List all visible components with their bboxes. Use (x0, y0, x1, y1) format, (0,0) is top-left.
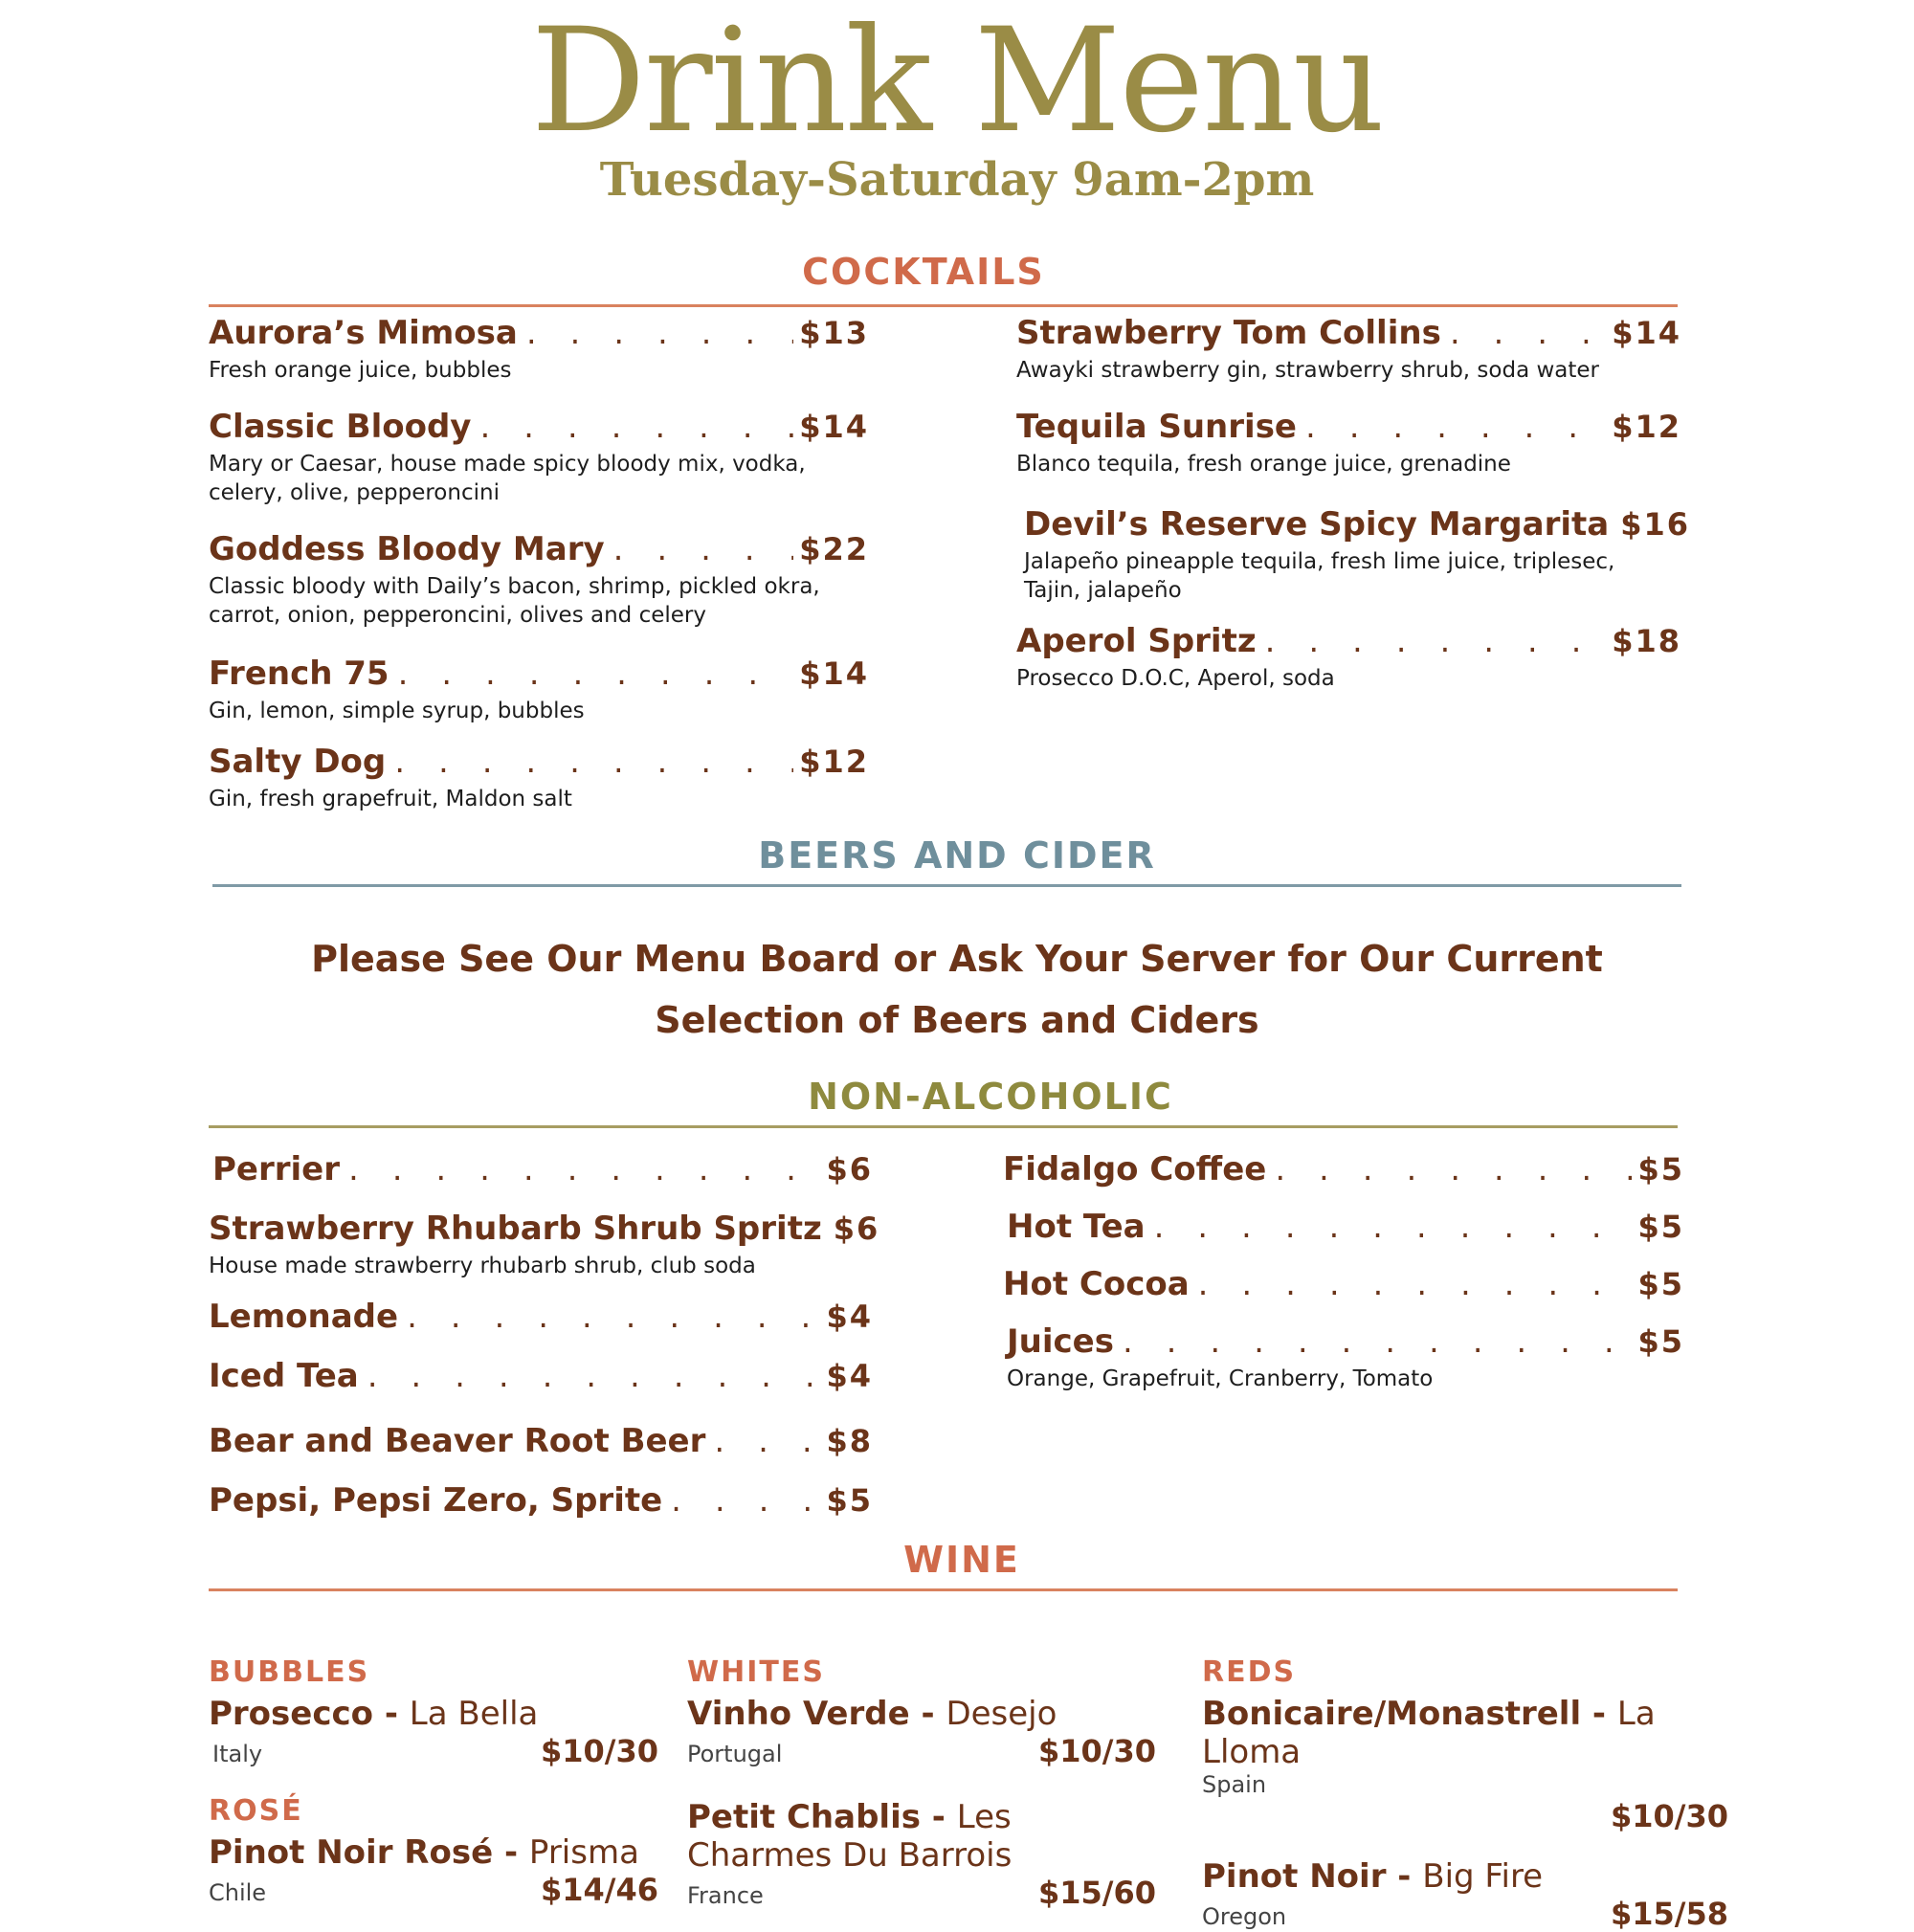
item-name: Bear and Beaver Root Beer (209, 1422, 706, 1460)
cocktail-item (1016, 408, 1681, 478)
wine-name: Prosecco - La Bella (209, 1695, 539, 1733)
wine-details (209, 1872, 658, 1908)
wine-name: Bonicaire/Monastrell - La Lloma (1202, 1695, 1656, 1771)
item-price: $6 (826, 1151, 873, 1188)
item-description: Awayki strawberry gin, strawberry shrub, soda water (1016, 358, 1600, 383)
item-name: Tequila Sunrise (1016, 408, 1297, 446)
item-description: Gin, lemon, simple syrup, bubbles (209, 699, 585, 723)
non-alcoholic-item (209, 1210, 880, 1280)
item-price: $13 (799, 315, 869, 351)
item-price: $5 (1637, 1323, 1684, 1360)
non-alcoholic-item (212, 1150, 873, 1188)
item-name: Devil’s Reserve Spicy Margarita (1024, 505, 1610, 544)
menu-title: Drink Menu (530, 0, 1384, 165)
item-name: Juices (1007, 1322, 1114, 1361)
wine-heading: WINE (903, 1539, 1020, 1581)
cocktail-item (209, 314, 869, 385)
cocktail-item (1024, 505, 1690, 605)
item-price: $14 (799, 409, 869, 445)
wine-price: $10/30 (1610, 1798, 1728, 1834)
wine-details (1202, 1896, 1728, 1932)
item-name: Hot Cocoa (1003, 1265, 1190, 1303)
item-description: House made strawberry rhubarb shrub, club soda (209, 1254, 756, 1278)
item-price: $8 (826, 1423, 873, 1459)
cocktail-item (209, 743, 869, 813)
cocktail-item (1016, 314, 1681, 385)
item-description: Classic bloody with Daily’s bacon, shrimp, pickled okra, carrot, onion, pepperoncini, olives and celery (209, 574, 820, 628)
item-price: $4 (826, 1358, 873, 1394)
menu-hours: Tuesday-Saturday 9am-2pm (599, 153, 1315, 207)
wine-price: $10/30 (540, 1733, 658, 1769)
item-name: French 75 (209, 655, 389, 693)
wine-column-reds (1202, 1655, 1728, 1932)
wine-price: $14/46 (540, 1872, 658, 1908)
item-price: $5 (826, 1482, 873, 1519)
cocktail-item (209, 655, 869, 725)
item-price: $5 (1637, 1209, 1684, 1245)
wine-price: $10/30 (1037, 1733, 1156, 1769)
non-alcoholic-heading: NON-ALCOHOLIC (808, 1076, 1173, 1118)
non-alcoholic-item (209, 1422, 873, 1460)
item-price: $14 (1612, 315, 1681, 351)
item-name: Classic Bloody (209, 408, 472, 446)
wine-origin: Portugal (687, 1741, 783, 1767)
wine-price: $15/60 (1037, 1875, 1156, 1911)
non-alcoholic-item (209, 1481, 873, 1520)
item-name: Fidalgo Coffee (1003, 1150, 1267, 1188)
item-description: Mary or Caesar, house made spicy bloody mix, vodka, celery, olive, pepperoncini (209, 452, 806, 505)
wine-divider (209, 1588, 1678, 1591)
item-description: Fresh orange juice, bubbles (209, 358, 512, 383)
wine-origin: Italy (212, 1741, 263, 1767)
non-alcoholic-item (1003, 1150, 1684, 1188)
non-alcoholic-divider (209, 1125, 1678, 1128)
wine-origin: Spain (1202, 1771, 1267, 1798)
wine-price: $15/58 (1610, 1896, 1728, 1932)
item-price: $5 (1637, 1151, 1684, 1188)
wine-name: Vinho Verde - Desejo (687, 1695, 1057, 1733)
item-price: $16 (1620, 506, 1690, 543)
item-name: Lemonade (209, 1298, 399, 1336)
wine-category-rose: ROSÉ (209, 1794, 303, 1828)
item-description: Jalapeño pineapple tequila, fresh lime juice, triplesec, Tajin, jalapeño (1024, 549, 1615, 603)
wine-details (687, 1875, 1156, 1911)
wine-column-bubbles-rose (209, 1655, 658, 1908)
item-name: Strawberry Tom Collins (1016, 314, 1441, 352)
item-description: Blanco tequila, fresh orange juice, grenadine (1016, 452, 1511, 477)
wine-origin: Oregon (1202, 1903, 1287, 1930)
wine-details (687, 1733, 1156, 1769)
wine-name: Petit Chablis - Les Charmes Du Barrois (687, 1798, 1013, 1875)
item-description: Orange, Grapefruit, Cranberry, Tomato (1007, 1366, 1434, 1391)
item-price: $14 (799, 655, 869, 692)
non-alcoholic-item (1007, 1322, 1684, 1393)
item-price: $12 (1612, 409, 1681, 445)
wine-origin: France (687, 1882, 764, 1909)
wine-column-whites (687, 1655, 1156, 1911)
wine-category-whites: WHITES (687, 1655, 825, 1689)
wine-category-bubbles: BUBBLES (209, 1655, 370, 1689)
item-price: $22 (799, 531, 869, 567)
item-price: $5 (1637, 1266, 1684, 1302)
wine-category-reds: REDS (1202, 1655, 1297, 1689)
cocktail-item (209, 408, 869, 507)
item-name: Iced Tea (209, 1357, 359, 1395)
beers-note: Please See Our Menu Board or Ask Your Server for Our Current Selection of Beers and Ciders (311, 938, 1603, 1041)
item-name: Perrier (212, 1150, 340, 1188)
beers-heading: BEERS AND CIDER (758, 834, 1156, 877)
cocktail-item (209, 530, 869, 630)
item-price: $4 (826, 1299, 873, 1335)
wine-origin: Chile (209, 1879, 267, 1906)
item-price: $12 (799, 744, 869, 780)
item-name: Aperol Spritz (1016, 622, 1257, 660)
non-alcoholic-item (1007, 1208, 1684, 1246)
wine-name: Pinot Noir Rosé - Prisma (209, 1833, 639, 1872)
non-alcoholic-item (209, 1298, 873, 1336)
non-alcoholic-item (209, 1357, 873, 1395)
item-name: Pepsi, Pepsi Zero, Sprite (209, 1481, 663, 1520)
item-price: $6 (833, 1210, 880, 1247)
non-alcoholic-item (1003, 1265, 1684, 1303)
beers-divider (212, 884, 1681, 887)
cocktails-heading: COCKTAILS (802, 251, 1045, 293)
item-price: $18 (1612, 623, 1681, 659)
wine-details (209, 1733, 658, 1769)
item-name: Goddess Bloody Mary (209, 530, 605, 568)
item-name: Hot Tea (1007, 1208, 1146, 1246)
item-name: Strawberry Rhubarb Shrub Spritz (209, 1210, 822, 1248)
cocktail-item (1016, 622, 1681, 693)
item-name: Salty Dog (209, 743, 387, 781)
item-description: Gin, fresh grapefruit, Maldon salt (209, 787, 572, 811)
item-name: Aurora’s Mimosa (209, 314, 518, 352)
item-description: Prosecco D.O.C, Aperol, soda (1016, 666, 1335, 691)
wine-name: Pinot Noir - Big Fire (1202, 1857, 1544, 1896)
cocktails-divider (209, 304, 1678, 307)
